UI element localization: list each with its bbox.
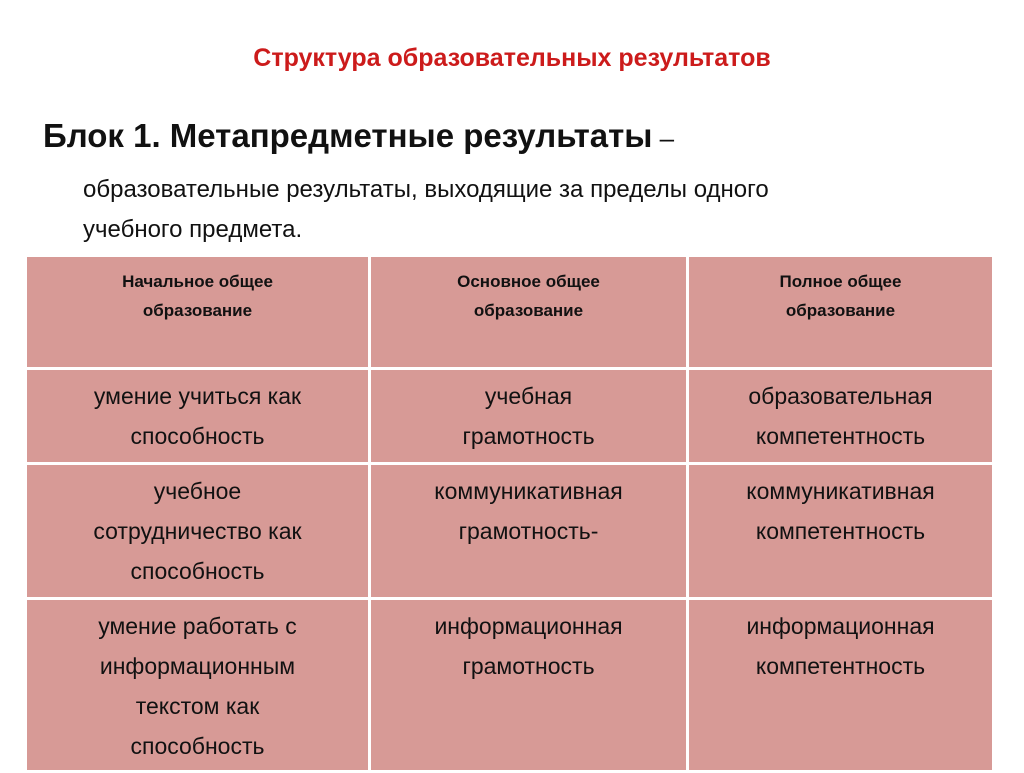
cell-line: информационная (746, 613, 935, 639)
cell-line: информационным (99, 653, 296, 679)
cell-line: образование (142, 301, 253, 320)
cell-line: коммуникативная (434, 478, 623, 504)
cell-line: компетентность (755, 518, 926, 544)
table-cell (26, 369, 370, 464)
cell-line: грамотность (462, 653, 595, 679)
block-heading-dash: – (652, 123, 675, 153)
cell-line: компетентность (755, 653, 926, 679)
slide-title: Структура образовательных результатов (253, 44, 771, 72)
cell-line: грамотность- (458, 518, 599, 544)
block-description (83, 170, 1013, 250)
table-cell (688, 464, 994, 599)
block-description-line: учебного предмета. (83, 216, 303, 243)
cell-line: компетентность (755, 423, 926, 449)
cell-line: образовательная (748, 383, 933, 409)
table-cell (370, 599, 688, 772)
cell-line: Основное общее (457, 272, 600, 291)
cell-line: сотрудничество как (93, 518, 302, 544)
cell-line: умение учиться как (93, 383, 302, 409)
table-cell (26, 599, 370, 772)
table-cell (688, 599, 994, 772)
cell-line: умение работать с (98, 613, 297, 639)
header-cell-full (688, 256, 994, 369)
block-heading (43, 117, 1003, 155)
cell-line: информационная (434, 613, 623, 639)
cell-line: способность (130, 558, 265, 584)
cell-line: учебная (484, 383, 573, 409)
cell-line: Полное общее (779, 272, 902, 291)
block-heading-bold: Блок 1. Метапредметные результаты (43, 117, 653, 154)
table-cell (370, 464, 688, 599)
cell-line: текстом как (135, 693, 260, 719)
cell-line: коммуникативная (746, 478, 935, 504)
cell-line: Начальное общее (122, 272, 273, 291)
table-row (26, 464, 994, 599)
table-header-row (26, 256, 994, 369)
results-table (24, 254, 995, 773)
cell-line: грамотность (462, 423, 595, 449)
cell-line: учебное (153, 478, 242, 504)
cell-line: способность (130, 733, 265, 759)
cell-line: образование (785, 301, 896, 320)
cell-line: способность (130, 423, 265, 449)
table-cell (26, 464, 370, 599)
cell-line: образование (473, 301, 584, 320)
table-row (26, 599, 994, 772)
header-cell-primary (26, 256, 370, 369)
block-description-line: образовательные результаты, выходящие за пределы одного (83, 176, 769, 203)
table-cell (370, 369, 688, 464)
table-row (26, 369, 994, 464)
table-cell (688, 369, 994, 464)
header-cell-basic (370, 256, 688, 369)
